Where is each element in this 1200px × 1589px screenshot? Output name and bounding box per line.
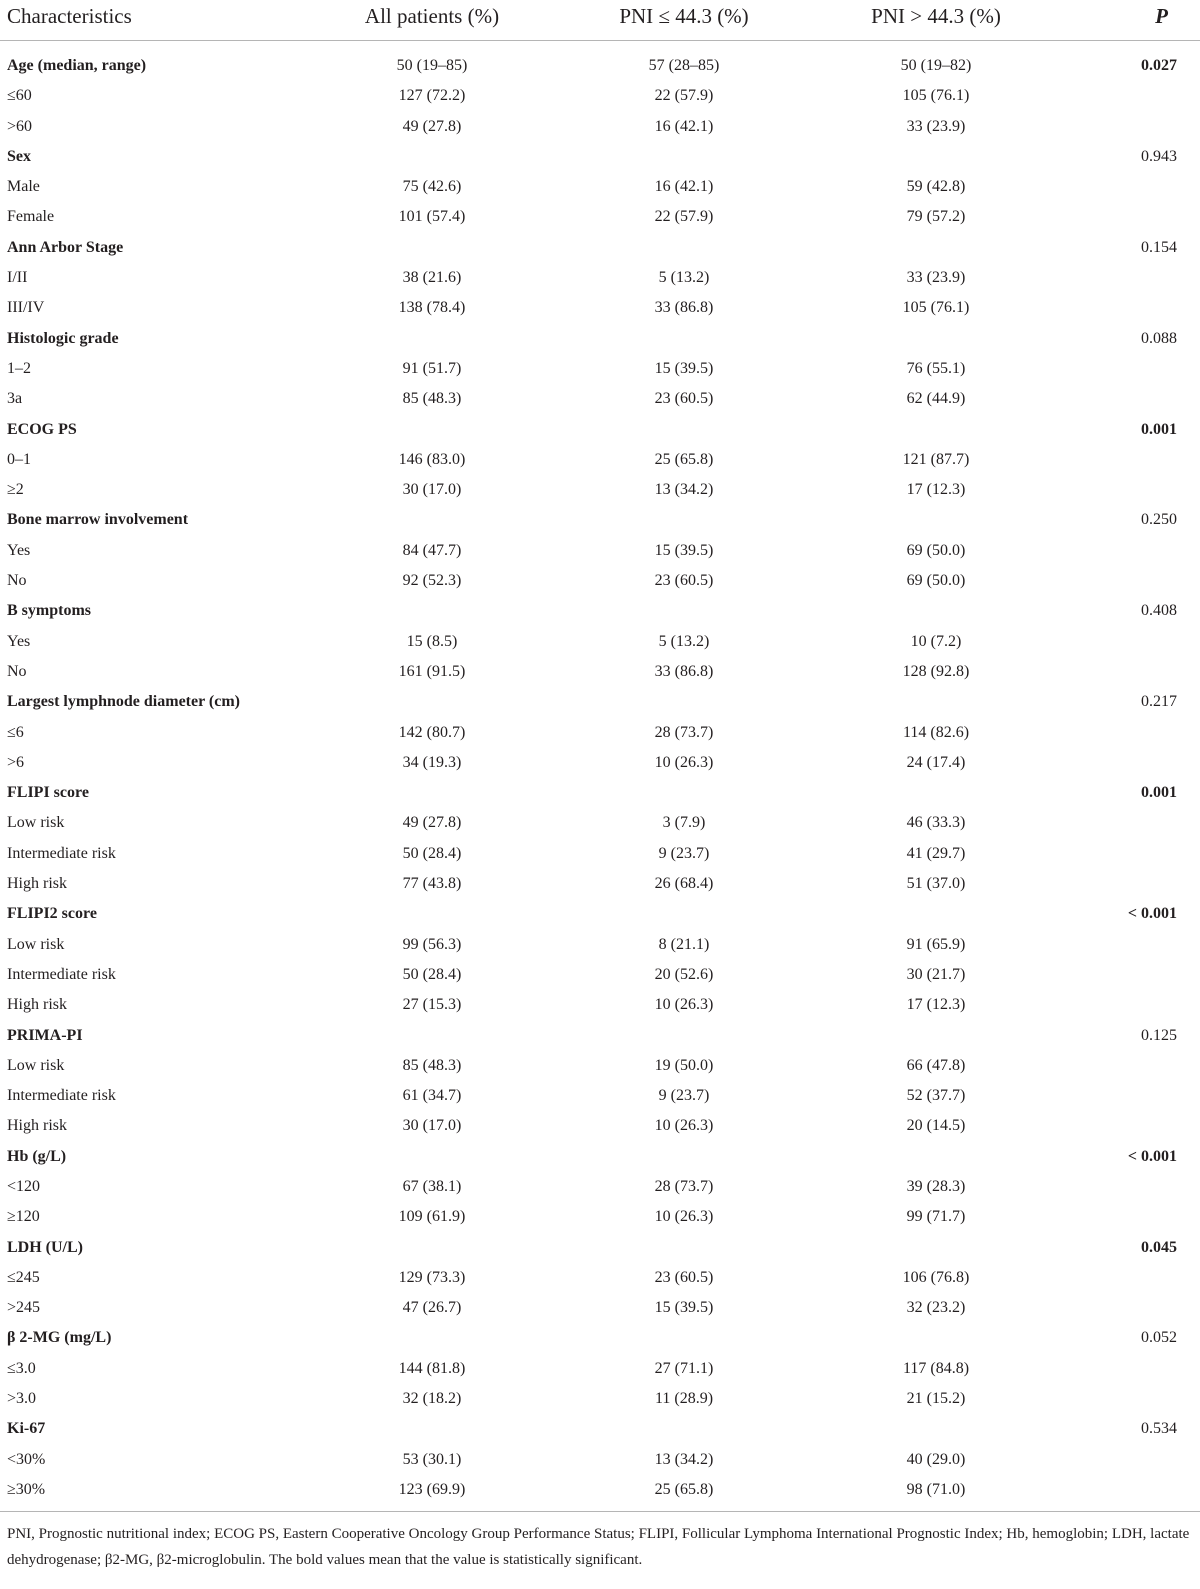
cell-pni-high: 59 (42.8) — [906, 178, 966, 196]
cell-all-patients: 99 (56.3) — [402, 935, 462, 953]
row-label: ≤6 — [7, 723, 24, 741]
cell-pni-high: 105 (76.1) — [902, 299, 970, 317]
cell-all-patients: 101 (57.4) — [398, 208, 466, 226]
table-row — [0, 81, 1200, 111]
cell-pni-high: 10 (7.2) — [910, 632, 962, 650]
cell-pni-high: 30 (21.7) — [906, 965, 966, 983]
header-pni-low: PNI ≤ 44.3 (%) — [619, 4, 749, 28]
cell-all-patients: 47 (26.7) — [402, 1299, 462, 1317]
cell-pni-high: 21 (15.2) — [906, 1390, 966, 1408]
cell-p-value: 0.088 — [1141, 329, 1177, 347]
cell-all-patients: 161 (91.5) — [398, 662, 466, 680]
table-row — [0, 1051, 1200, 1081]
table-row — [0, 263, 1200, 293]
row-label: FLIPI2 score — [7, 905, 97, 923]
table-section-row — [0, 233, 1200, 263]
cell-p-value: 0.154 — [1141, 238, 1177, 256]
cell-all-patients: 138 (78.4) — [398, 299, 466, 317]
cell-pni-high: 24 (17.4) — [906, 753, 966, 771]
cell-all-patients: 27 (15.3) — [402, 996, 462, 1014]
header-pni-high: PNI > 44.3 (%) — [871, 4, 1001, 28]
cell-pni-low: 25 (65.8) — [654, 450, 714, 468]
cell-pni-high: 41 (29.7) — [906, 844, 966, 862]
table-section-row — [0, 1142, 1200, 1172]
cell-pni-low: 28 (73.7) — [654, 1177, 714, 1195]
row-label: Female — [7, 208, 55, 226]
cell-pni-low: 3 (7.9) — [662, 814, 706, 832]
cell-pni-high: 99 (71.7) — [906, 1208, 966, 1226]
cell-pni-low: 26 (68.4) — [654, 875, 714, 893]
row-label: >6 — [7, 753, 25, 771]
row-label: ≤60 — [7, 87, 32, 105]
cell-p-value: 0.001 — [1141, 784, 1177, 802]
row-label: Yes — [7, 541, 31, 559]
cell-pni-high: 51 (37.0) — [906, 875, 966, 893]
table-section-row — [0, 324, 1200, 354]
cell-pni-low: 33 (86.8) — [654, 299, 714, 317]
table-row — [0, 1111, 1200, 1141]
cell-pni-high: 52 (37.7) — [906, 1087, 966, 1105]
header-p-value: P — [1155, 4, 1168, 28]
row-label: β 2-MG (mg/L) — [7, 1329, 112, 1347]
table-row — [0, 112, 1200, 142]
header-characteristics: Characteristics — [7, 4, 132, 28]
table-row — [0, 748, 1200, 778]
cell-pni-high: 40 (29.0) — [906, 1450, 966, 1468]
cell-pni-high: 69 (50.0) — [906, 541, 966, 559]
cell-pni-low: 15 (39.5) — [654, 541, 714, 559]
cell-pni-low: 27 (71.1) — [654, 1359, 714, 1377]
cell-all-patients: 50 (19–85) — [396, 57, 468, 74]
cell-pni-high: 66 (47.8) — [906, 1056, 966, 1074]
cell-p-value: 0.125 — [1141, 1026, 1177, 1044]
cell-pni-low: 22 (57.9) — [654, 87, 714, 105]
cell-all-patients: 15 (8.5) — [406, 632, 458, 650]
table-section-row — [0, 596, 1200, 626]
table-row — [0, 202, 1200, 232]
table-bottom-rule — [0, 1511, 1200, 1512]
cell-all-patients: 34 (19.3) — [402, 753, 462, 771]
table-section-row — [0, 1021, 1200, 1051]
row-label: B symptoms — [7, 602, 92, 620]
cell-pni-low: 10 (26.3) — [654, 753, 714, 771]
cell-p-value: 0.217 — [1141, 693, 1177, 711]
cell-pni-low: 23 (60.5) — [654, 390, 714, 408]
cell-p-value: 0.052 — [1141, 1329, 1177, 1347]
row-label: Age (median, range) — [7, 57, 147, 74]
row-label: 1–2 — [7, 359, 31, 377]
table-row — [0, 536, 1200, 566]
row-label: FLIPI score — [7, 784, 89, 802]
cell-pni-high: 39 (28.3) — [906, 1177, 966, 1195]
cell-pni-low: 33 (86.8) — [654, 662, 714, 680]
cell-all-patients: 84 (47.7) — [402, 541, 462, 559]
cell-pni-high: 69 (50.0) — [906, 572, 966, 590]
table-row — [0, 293, 1200, 323]
table-body — [0, 51, 1200, 1505]
row-label: Ki-67 — [7, 1420, 46, 1438]
row-label: Ann Arbor Stage — [7, 238, 124, 256]
table-row — [0, 1293, 1200, 1323]
cell-all-patients: 61 (34.7) — [402, 1087, 462, 1105]
cell-pni-low: 8 (21.1) — [658, 935, 710, 953]
cell-p-value: 0.250 — [1141, 511, 1177, 529]
row-label: High risk — [7, 875, 67, 893]
row-label: Yes — [7, 632, 31, 650]
cell-pni-high: 114 (82.6) — [902, 723, 970, 741]
cell-pni-low: 19 (50.0) — [654, 1056, 714, 1074]
row-label: 0–1 — [7, 450, 31, 468]
row-label: Sex — [7, 147, 31, 165]
cell-p-value: 0.534 — [1141, 1420, 1177, 1438]
cell-p-value: 0.045 — [1141, 1238, 1177, 1256]
cell-pni-high: 17 (12.3) — [906, 481, 966, 499]
table-row — [0, 1263, 1200, 1293]
table-section-row — [0, 415, 1200, 445]
cell-pni-high: 20 (14.5) — [906, 1117, 966, 1135]
cell-pni-low: 57 (28–85) — [648, 57, 720, 74]
cell-all-patients: 109 (61.9) — [398, 1208, 466, 1226]
row-label: >3.0 — [7, 1390, 37, 1408]
cell-pni-low: 25 (65.8) — [654, 1480, 714, 1498]
cell-all-patients: 85 (48.3) — [402, 390, 462, 408]
cell-pni-low: 13 (34.2) — [654, 1450, 714, 1468]
cell-pni-low: 13 (34.2) — [654, 481, 714, 499]
cell-all-patients: 144 (81.8) — [398, 1359, 466, 1377]
row-label: Low risk — [7, 935, 65, 953]
cell-pni-high: 17 (12.3) — [906, 996, 966, 1014]
cell-pni-low: 23 (60.5) — [654, 1268, 714, 1286]
row-label: PRIMA-PI — [7, 1026, 83, 1044]
cell-pni-low: 5 (13.2) — [658, 269, 710, 287]
cell-pni-low: 11 (28.9) — [654, 1390, 714, 1408]
cell-pni-low: 20 (52.6) — [654, 965, 714, 983]
cell-pni-low: 9 (23.7) — [658, 844, 710, 862]
cell-all-patients: 67 (38.1) — [402, 1177, 462, 1195]
cell-pni-high: 91 (65.9) — [906, 935, 966, 953]
table-section-row — [0, 142, 1200, 172]
table-section-row — [0, 1233, 1200, 1263]
cell-pni-low: 10 (26.3) — [654, 1208, 714, 1226]
cell-pni-low: 10 (26.3) — [654, 996, 714, 1014]
cell-all-patients: 38 (21.6) — [402, 269, 462, 287]
table-row — [0, 1081, 1200, 1111]
table-header-row — [0, 0, 1200, 41]
cell-pni-low: 16 (42.1) — [654, 117, 714, 135]
cell-pni-high: 106 (76.8) — [902, 1268, 970, 1286]
cell-all-patients: 85 (48.3) — [402, 1056, 462, 1074]
cell-p-value: 0.027 — [1141, 57, 1177, 74]
cell-p-value: < 0.001 — [1127, 905, 1177, 923]
cell-pni-high: 76 (55.1) — [906, 359, 966, 377]
cell-all-patients: 50 (28.4) — [402, 844, 462, 862]
cell-p-value: 0.408 — [1141, 602, 1177, 620]
row-label: Intermediate risk — [7, 965, 116, 983]
table-row — [0, 960, 1200, 990]
cell-all-patients: 49 (27.8) — [402, 814, 462, 832]
table-row — [0, 1475, 1200, 1505]
cell-pni-low: 22 (57.9) — [654, 208, 714, 226]
cell-pni-high: 32 (23.2) — [906, 1299, 966, 1317]
row-label: ≤3.0 — [7, 1359, 36, 1377]
cell-pni-high: 50 (19–82) — [900, 57, 972, 74]
row-label: Intermediate risk — [7, 1087, 116, 1105]
table-row — [0, 1202, 1200, 1232]
table-row — [0, 172, 1200, 202]
cell-pni-high: 33 (23.9) — [906, 117, 966, 135]
row-label: Male — [7, 178, 40, 196]
cell-pni-high: 98 (71.0) — [906, 1480, 966, 1498]
row-label: ≥30% — [7, 1480, 46, 1498]
cell-pni-high: 121 (87.7) — [902, 450, 970, 468]
cell-all-patients: 123 (69.9) — [398, 1480, 466, 1498]
cell-pni-high: 105 (76.1) — [902, 87, 970, 105]
cell-pni-low: 9 (23.7) — [658, 1087, 710, 1105]
row-label: <120 — [7, 1177, 41, 1195]
cell-all-patients: 146 (83.0) — [398, 450, 466, 468]
table-row — [0, 1354, 1200, 1384]
cell-p-value: < 0.001 — [1127, 1147, 1177, 1165]
row-label: No — [7, 662, 27, 680]
cell-pni-high: 46 (33.3) — [906, 814, 966, 832]
table-section-row — [0, 505, 1200, 535]
cell-all-patients: 32 (18.2) — [402, 1390, 462, 1408]
table-row — [0, 384, 1200, 414]
cell-pni-high: 33 (23.9) — [906, 269, 966, 287]
table-row — [0, 566, 1200, 596]
table-row — [0, 445, 1200, 475]
cell-all-patients: 127 (72.2) — [398, 87, 466, 105]
cell-p-value: 0.001 — [1141, 420, 1177, 438]
table-row — [0, 839, 1200, 869]
table-row — [0, 990, 1200, 1020]
header-all-patients: All patients (%) — [364, 4, 500, 28]
row-label: Low risk — [7, 814, 65, 832]
row-label: III/IV — [7, 299, 45, 317]
row-label: Histologic grade — [7, 329, 119, 347]
cell-pni-low: 5 (13.2) — [658, 632, 710, 650]
row-label: ECOG PS — [7, 420, 77, 438]
row-label: LDH (U/L) — [7, 1238, 83, 1256]
cell-all-patients: 50 (28.4) — [402, 965, 462, 983]
cell-pni-high: 62 (44.9) — [906, 390, 966, 408]
cell-pni-high: 128 (92.8) — [902, 662, 970, 680]
row-label: Largest lymphnode diameter (cm) — [7, 693, 240, 711]
row-label: ≥2 — [7, 481, 24, 499]
row-label: ≥120 — [7, 1208, 40, 1226]
table-row — [0, 1172, 1200, 1202]
cell-all-patients: 129 (73.3) — [398, 1268, 466, 1286]
row-label: >245 — [7, 1299, 41, 1317]
row-label: <30% — [7, 1450, 46, 1468]
table-row — [0, 808, 1200, 838]
cell-pni-high: 117 (84.8) — [902, 1359, 970, 1377]
table-row — [0, 354, 1200, 384]
cell-all-patients: 30 (17.0) — [402, 1117, 462, 1135]
cell-pni-low: 15 (39.5) — [654, 1299, 714, 1317]
cell-all-patients: 91 (51.7) — [402, 359, 462, 377]
cell-all-patients: 53 (30.1) — [402, 1450, 462, 1468]
row-label: No — [7, 572, 27, 590]
cell-p-value: 0.943 — [1141, 147, 1177, 165]
table-section-row — [0, 899, 1200, 929]
table-footnote: PNI, Prognostic nutritional index; ECOG PS, Eastern Cooperative Oncology Group Performance Status; FLIPI, Follicular Lymphoma International Prognostic Index; Hb, hemoglobin; LDH, lactate dehydrogenase; β2-MG, β2-microglobulin. The bold values mean that the value is statistically significant. — [7, 1526, 1190, 1568]
cell-pni-low: 16 (42.1) — [654, 178, 714, 196]
cell-pni-low: 10 (26.3) — [654, 1117, 714, 1135]
cell-all-patients: 142 (80.7) — [398, 723, 466, 741]
table-row — [0, 657, 1200, 687]
table-row — [0, 1445, 1200, 1475]
table-row — [0, 627, 1200, 657]
cell-all-patients: 77 (43.8) — [402, 875, 462, 893]
table-row — [0, 930, 1200, 960]
table-row — [0, 718, 1200, 748]
table-row — [0, 475, 1200, 505]
table-row — [0, 869, 1200, 899]
table-section-row — [0, 51, 1200, 81]
cell-all-patients: 75 (42.6) — [402, 178, 462, 196]
row-label: Bone marrow involvement — [7, 511, 189, 529]
table-section-row — [0, 1323, 1200, 1353]
row-label: High risk — [7, 996, 67, 1014]
cell-all-patients: 30 (17.0) — [402, 481, 462, 499]
row-label: High risk — [7, 1117, 67, 1135]
cell-pni-low: 28 (73.7) — [654, 723, 714, 741]
row-label: Intermediate risk — [7, 844, 116, 862]
row-label: ≤245 — [7, 1268, 40, 1286]
table-section-row — [0, 778, 1200, 808]
row-label: >60 — [7, 117, 33, 135]
table-row — [0, 1384, 1200, 1414]
cell-all-patients: 49 (27.8) — [402, 117, 462, 135]
cell-pni-high: 79 (57.2) — [906, 208, 966, 226]
table-section-row — [0, 687, 1200, 717]
cell-pni-low: 23 (60.5) — [654, 572, 714, 590]
row-label: 3a — [7, 390, 23, 408]
row-label: Hb (g/L) — [7, 1147, 67, 1165]
row-label: I/II — [7, 269, 28, 287]
row-label: Low risk — [7, 1056, 65, 1074]
cell-all-patients: 92 (52.3) — [402, 572, 462, 590]
table-section-row — [0, 1414, 1200, 1444]
cell-pni-low: 15 (39.5) — [654, 359, 714, 377]
